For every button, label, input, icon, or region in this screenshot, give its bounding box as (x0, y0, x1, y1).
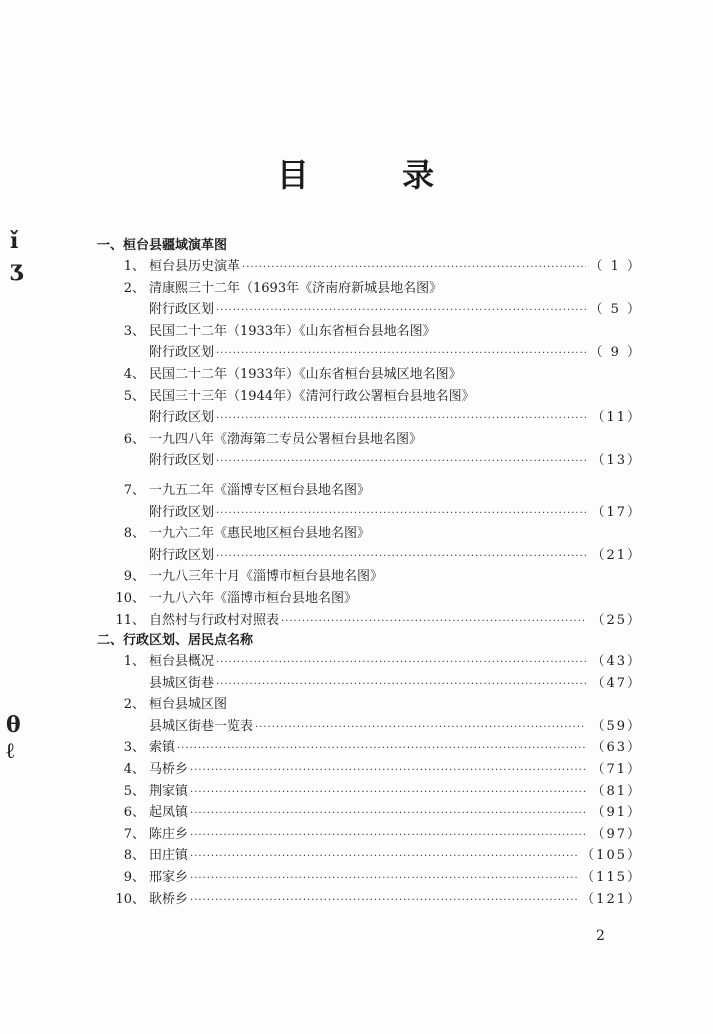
entry-number: 4、 (123, 762, 145, 778)
toc-entry (97, 256, 642, 278)
entry-title: 附行政区划 (149, 302, 215, 318)
dot-leader (216, 300, 586, 322)
dot-leader (255, 717, 586, 739)
toc-entry (97, 694, 642, 716)
toc-entry (97, 480, 642, 502)
toc-entry (97, 523, 642, 545)
dot-leader (216, 343, 586, 365)
toc-entry (97, 716, 642, 738)
entry-page: （21） (591, 547, 642, 563)
toc-entry (97, 781, 642, 803)
table-of-contents (97, 236, 642, 910)
toc-entry (97, 566, 642, 588)
toc-entry (97, 407, 642, 429)
toc-entry (97, 278, 642, 300)
entry-title: 桓台县概况 (149, 654, 215, 670)
entry-title: 索镇 (149, 740, 176, 756)
entry-title: 清康熙三十二年（1693年《济南府新城县地名图》 (149, 280, 443, 296)
entry-page: （115） (581, 870, 642, 886)
entry-number: 1、 (123, 654, 145, 670)
entry-page: （71） (591, 762, 642, 778)
entry-number: 1、 (123, 259, 145, 274)
entry-title: 县城区街巷一览表 (149, 718, 254, 734)
entry-title: 附行政区划 (149, 547, 215, 563)
toc-entry (97, 429, 642, 451)
entry-title: 民国二十二年（1933年）《山东省桓台县地名图》 (149, 323, 436, 339)
toc-entry (97, 588, 642, 610)
entry-title: 耿桥乡 (149, 891, 189, 907)
dot-leader (216, 546, 586, 568)
entry-page: （17） (591, 504, 642, 520)
section-heading: 二、行政区划、居民点名称 (97, 633, 254, 649)
entry-title: 邢家乡 (149, 870, 189, 886)
entry-number: 3、 (123, 323, 145, 339)
dot-leader (190, 868, 579, 890)
entry-title: 一九四八年《渤海第二专员公署桓台县地名图》 (149, 431, 423, 447)
entry-page: （47） (591, 675, 642, 691)
entry-title: 荆家镇 (149, 783, 189, 799)
toc-entry (97, 610, 642, 632)
entry-page: （121） (581, 891, 642, 907)
entry-title: 自然村与行政村对照表 (149, 612, 280, 628)
page-title: 目 录 (276, 156, 437, 194)
entry-title: 起凤镇 (149, 805, 189, 821)
margin-mark: ǐ (10, 228, 19, 254)
toc-entry (97, 450, 642, 472)
entry-page: （ 1 ） (589, 259, 642, 274)
entry-title: 附行政区划 (149, 453, 215, 469)
entry-number: 9、 (123, 569, 145, 585)
spacer (97, 472, 642, 480)
entry-page: （25） (591, 612, 642, 628)
entry-page: （13） (591, 453, 642, 469)
entry-title: 县城区街巷 (149, 675, 215, 691)
toc-entry (97, 651, 642, 673)
dot-leader (216, 674, 586, 696)
entry-number: 11、 (115, 612, 145, 628)
entry-page: （97） (591, 826, 642, 842)
dot-leader (216, 503, 586, 525)
toc-entry (97, 545, 642, 567)
entry-title: 一九六二年《惠民地区桓台县地名图》 (149, 526, 371, 542)
entry-page: （11） (591, 410, 642, 426)
toc-entry (97, 802, 642, 824)
dot-leader (281, 611, 586, 633)
toc-entry (97, 386, 642, 408)
entry-title: 马桥乡 (149, 762, 189, 778)
dot-leader (190, 846, 579, 868)
entry-title: 民国三十三年（1944年）《清河行政公署桓台县地名图》 (149, 388, 475, 404)
entry-number: 6、 (123, 431, 145, 447)
entry-page: （43） (591, 654, 642, 670)
toc-entry (97, 824, 642, 846)
entry-number: 7、 (123, 482, 145, 498)
page-number: 2 (596, 928, 605, 944)
entry-number: 2、 (123, 280, 145, 296)
entry-title: 附行政区划 (149, 504, 215, 520)
entry-title: 民国二十二年（1933年）《山东省桓台县城区地名图》 (149, 366, 462, 382)
dot-leader (216, 408, 586, 430)
toc-entry (97, 364, 642, 386)
entry-title: 附行政区划 (149, 410, 215, 426)
entry-number: 6、 (123, 805, 145, 821)
entry-title: 田庄镇 (149, 848, 189, 864)
margin-mark: ℓ (6, 738, 15, 764)
entry-page: （ 5 ） (589, 302, 642, 318)
toc-entry (97, 299, 642, 321)
entry-number: 9、 (123, 870, 145, 886)
entry-number: 5、 (123, 783, 145, 799)
entry-number: 5、 (123, 388, 145, 404)
toc-entry (97, 737, 642, 759)
dot-leader (242, 257, 586, 279)
toc-entry (97, 759, 642, 781)
dot-leader (190, 760, 586, 782)
dot-leader (190, 890, 579, 912)
toc-entry (97, 502, 642, 524)
entry-number: 4、 (123, 366, 145, 382)
toc-entry (97, 845, 642, 867)
entry-page: （59） (591, 718, 642, 734)
entry-title: 陈庄乡 (149, 826, 189, 842)
entry-page: （105） (581, 848, 642, 864)
entry-number: 8、 (123, 848, 145, 864)
toc-entry (97, 889, 642, 911)
dot-leader (216, 451, 586, 473)
entry-number: 7、 (123, 826, 145, 842)
section-heading: 一、桓台县疆域演革图 (97, 238, 228, 253)
entry-number: 10、 (115, 590, 145, 606)
dot-leader (177, 738, 586, 760)
dot-leader (190, 825, 586, 847)
entry-number: 2、 (123, 697, 145, 713)
entry-page: （ 9 ） (589, 345, 642, 361)
toc-entry (97, 673, 642, 695)
toc-entry (97, 867, 642, 889)
entry-number: 3、 (123, 740, 145, 756)
entry-title: 桓台县历史演革 (149, 259, 241, 274)
dot-leader (216, 652, 586, 674)
entry-title: 一九八三年十月《淄博市桓台县地名图》 (149, 569, 384, 585)
entry-page: （81） (591, 783, 642, 799)
margin-mark: θ (6, 712, 21, 738)
entry-page: （63） (591, 740, 642, 756)
entry-title: 桓台县城区图 (149, 697, 228, 713)
dot-leader (190, 782, 586, 804)
entry-title: 一九五二年《淄博专区桓台县地名图》 (149, 482, 371, 498)
entry-page: （91） (591, 805, 642, 821)
toc-entry (97, 342, 642, 364)
entry-title: 附行政区划 (149, 345, 215, 361)
toc-entry (97, 321, 642, 343)
entry-number: 10、 (115, 891, 145, 907)
dot-leader (190, 803, 586, 825)
margin-mark: ʒ (10, 256, 23, 282)
entry-title: 一九八六年《淄博市桓台县地名图》 (149, 590, 358, 606)
entry-number: 8、 (123, 526, 145, 542)
